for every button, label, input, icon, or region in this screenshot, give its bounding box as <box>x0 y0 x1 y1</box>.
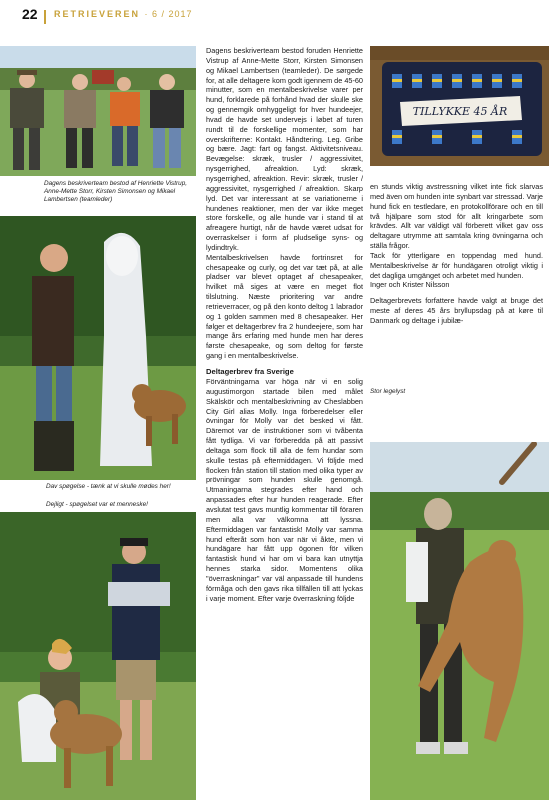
header-divider <box>44 10 46 24</box>
magazine-name: RETRIEVEREN <box>54 9 141 19</box>
article-paragraph: Dagens beskriverteam bestod foruden Henriette Vistrup af Anne-Mette Storr, Kirsten Simonsen og Mikael Lambertsen (teamleder). De sørgede for, at alle deltagere kom godt igennem de 45-60 minutter, som en mentalbeskrivelse varer per hund, forklarede på forhånd hvad der skulle ske og gennemgik omhyggeligt for hver hundeejer, hvad de havde set undervejs i løbet af turen rundt til de forskellige momenter, som har overskrifterne: Kontakt. Håndtering. Leg. Gribe og bære. Jagt: fart og fangst. Aktivitetsniveau. Bevægelse: skræk, trusler / aggressivitet, nysgerrighed, afreaktion. Lyd: skræk, nysgerrighed, afreaktion. Revir: skræk, trusler / aggressivitet, nysgerrighed / afreaktion. Skarp lyd. Det var interessant at se variationerne i hundenes reaktioner, men der var ikke meget store forskelle, og alle hunde var i stand til at afreagere hurtigt, når de havde været udsat for overraskelser i form af pludselige syns- og lydindtryk. <box>206 46 363 252</box>
photo-ghost-revealed <box>0 512 196 800</box>
photo-describer-team <box>0 46 196 176</box>
photo-caption-team: Dagens beskriverteam bestod af Henriette Vistrup, Anne-Mette Storr, Kirsten Simonsen og Mikael Lambertsen (teamleder) <box>44 180 188 203</box>
article-column-middle <box>206 46 363 603</box>
section-heading: Deltagerbrev fra Sverige <box>206 367 294 376</box>
cake-inscription: TILLYKKE 45 ÅR <box>412 105 508 118</box>
magazine-title <box>54 9 193 19</box>
article-paragraph: Deltagerbrevets forfattere havde valgt at bruge det meste af deres 45 års bryllupsdag på at køre til Danmark og deltage i jubilæ- <box>370 296 543 325</box>
article-paragraph: Förväntningarna var höga när vi en solig augustimorgon startade bilen med målet Skälskör och mentalbeskrivning av Cheslabben City Girl alias Molly. Inga förberedelser eller övningar för Molly var det besked vi fått. Däremot var de instruktioner som vi tvåbenta fått tydliga. Vi var förberedda på att passivt deltaga som flock till alla de fem hundar som skulle testas på eftermiddagen. Vi följde med flocken från station till station med olika typer av prövningar som hunden skulle genomgå. Utmaningarna stegrades efter hand och anpassades efter hur hunden reagerade. Efter avslutat test gavs muntlig kommentar till föraren men alla var välkomna att lyssna. Eftermiddagen var fantastisk! Molly var samma hund efteråt som hon var när vi åkte, men vi hundägare har fått upp ögonen för vilken fantastisk hund vi har om vi bara kan utnyttja hennes starka sidor. Momentens olika "överraskningar" var väl anpassade till hundens förmåga och den gavs rika tillfällen till att lyckas i varje moment. Efter varje överraskning följde <box>206 377 363 603</box>
article-paragraph: Tack för ytterligare en toppendag med hund. Mentalbeskrivelse är för hundägaren otroligt viktig i det dagliga umgänget och arbetet med hunden. <box>370 250 543 280</box>
article-column-right <box>370 182 543 326</box>
page-header <box>0 0 549 30</box>
photo-anniversary-cake <box>370 46 549 166</box>
letter-signature: Inger och Krister Nilsson <box>370 280 450 290</box>
photo-caption-ghost: Dav spøgelse - tænk at vi skulle mødes her! <box>46 483 171 490</box>
article-paragraph: en stunds viktig avstressning vilket inte fick slarvas med även om hunden inte synbart var stressad. Varje hund fick en testledare, en protokollförare och en till två hjälpare som stod för allt kringarbete som krävdes. Allt var väldigt väl förberett vilket gav oss deltagare utrymme att samtala kring övningarna och ställa frågor. <box>370 182 543 251</box>
article-paragraph: Mentalbeskrivelsen havde fortrinsret for chesapeake og curly, og det var tæt på, at alle pladser var blevet optaget af chesapeaker, hvilket må siges at være en meget flot tilslutning. Næste prioritering var andre retrieverracer, og på den konto deltog 1 labrador og 1 golden sammen med 8 chesapeaker. Her følger et deltagerbrev fra 2 hundeejere, som har mange års erfaring med hunde men har deres første chesapeake, og som deltog for første gang i en mentalbeskrivelse. <box>206 252 363 361</box>
magazine-issue: · 6 / 2017 <box>144 9 193 19</box>
page-number: 22 <box>22 6 38 22</box>
photo-caption-play: Stor legelyst <box>370 388 406 395</box>
photo-playful-dog <box>370 442 549 800</box>
photo-ghost-encounter <box>0 216 196 480</box>
photo-caption-person: Dejligt - spøgelset var et menneske! <box>46 501 148 508</box>
